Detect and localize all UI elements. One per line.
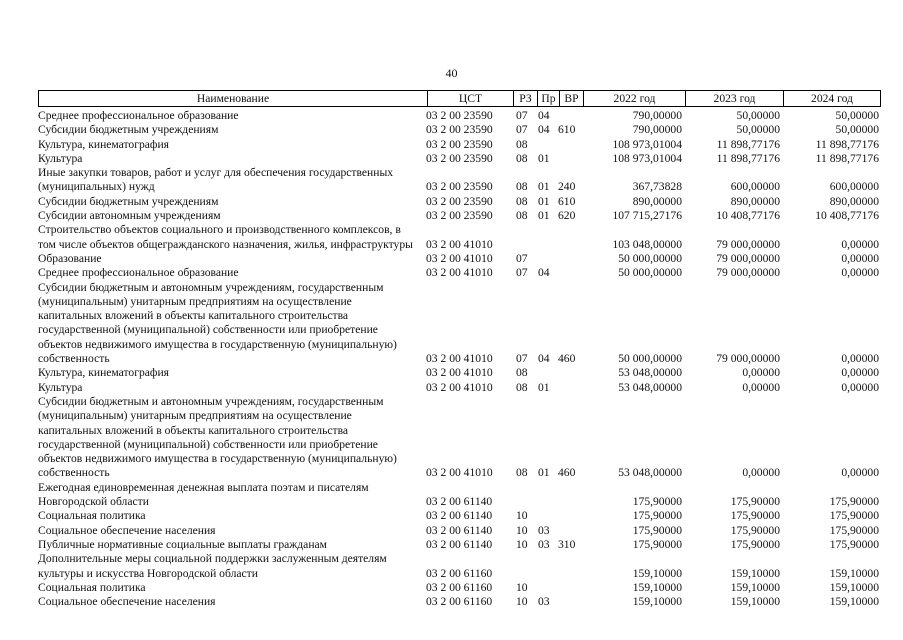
row-pr: 01 <box>538 380 550 394</box>
row-vr: 620 <box>558 209 576 223</box>
row-value-2023: 175,90000 <box>730 523 780 537</box>
table-row <box>38 366 881 380</box>
row-value-2022: 53 048,00000 <box>618 380 682 394</box>
row-rz: 08 <box>516 180 528 194</box>
row-value-2022: 175,90000 <box>632 509 682 523</box>
row-name: Социальное обеспечение населения <box>38 523 216 537</box>
row-cst: 03 2 00 41010 <box>426 251 493 265</box>
row-pr: 03 <box>538 537 550 551</box>
row-value-2023: 175,90000 <box>730 537 780 551</box>
row-value-2023: 0,00000 <box>742 466 780 480</box>
row-value-2023: 10 408,77176 <box>716 209 780 223</box>
row-value-2022: 790,00000 <box>632 109 682 122</box>
row-value-2023: 890,00000 <box>730 194 780 208</box>
row-value-2024: 50,00000 <box>835 123 879 137</box>
row-cst: 03 2 00 23590 <box>426 180 493 194</box>
row-name: Субсидии автономным учреждениям <box>38 209 221 223</box>
table-row <box>38 524 881 538</box>
row-name: Культура, кинематография <box>38 366 169 380</box>
row-cst: 03 2 00 41010 <box>426 466 493 480</box>
row-value-2024: 10 408,77176 <box>815 209 879 223</box>
row-value-2024: 0,00000 <box>841 237 879 251</box>
row-cst: 03 2 00 23590 <box>426 123 493 137</box>
row-name: Субсидии бюджетным и автономным учреждениям, государственным (муниципальным) унитарным предприятиям на осуществление капитальных вложений в объекты капитального строительства государственной (муниципальной) собственности или приобретение объектов недвижимого имущества в государственную (муниципальную) собственность <box>38 280 397 366</box>
row-rz: 07 <box>516 109 528 122</box>
row-rz: 08 <box>516 209 528 223</box>
row-cst: 03 2 00 41010 <box>426 352 493 366</box>
row-name: Строительство объектов социального и производственного комплексов, в том числе объектов общегражданского назначения, жилья, инфраструктуры <box>38 223 413 251</box>
row-name: Культура <box>38 380 83 394</box>
table-row <box>38 481 881 510</box>
row-cst: 03 2 00 23590 <box>426 109 493 122</box>
row-value-2022: 890,00000 <box>632 194 682 208</box>
row-value-2023: 11 898,77176 <box>716 137 780 151</box>
table-row <box>38 195 881 209</box>
header-vr: ВР <box>559 91 583 106</box>
row-vr: 460 <box>558 466 576 480</box>
row-pr: 01 <box>538 180 550 194</box>
header-2022: 2022 год <box>583 91 685 106</box>
row-name: Социальная политика <box>38 580 146 594</box>
row-value-2023: 159,10000 <box>730 595 780 609</box>
header-pr: Пр <box>537 91 559 106</box>
row-value-2022: 159,10000 <box>632 580 682 594</box>
row-value-2024: 0,00000 <box>841 352 879 366</box>
row-vr: 240 <box>558 180 576 194</box>
table-row <box>38 209 881 223</box>
row-value-2024: 159,10000 <box>829 595 879 609</box>
table-row <box>38 152 881 166</box>
row-cst: 03 2 00 41010 <box>426 366 493 380</box>
row-value-2024: 159,10000 <box>829 580 879 594</box>
row-pr: 01 <box>538 151 550 165</box>
row-rz: 07 <box>516 266 528 280</box>
row-name: Среднее профессиональное образование <box>38 109 239 122</box>
row-value-2023: 600,00000 <box>730 180 780 194</box>
row-value-2024: 159,10000 <box>829 566 879 580</box>
row-value-2024: 50,00000 <box>835 109 879 122</box>
row-cst: 03 2 00 23590 <box>426 137 493 151</box>
row-cst: 03 2 00 61140 <box>426 523 493 537</box>
row-rz: 10 <box>516 537 528 551</box>
row-value-2023: 11 898,77176 <box>716 151 780 165</box>
row-cst: 03 2 00 61140 <box>426 495 493 509</box>
table-row <box>38 381 881 395</box>
row-value-2023: 175,90000 <box>730 495 780 509</box>
row-name: Образование <box>38 251 102 265</box>
row-vr: 460 <box>558 352 576 366</box>
row-rz: 08 <box>516 137 528 151</box>
row-rz: 07 <box>516 123 528 137</box>
row-value-2024: 0,00000 <box>841 251 879 265</box>
row-name: Культура, кинематография <box>38 137 169 151</box>
row-value-2023: 159,10000 <box>730 580 780 594</box>
row-value-2022: 108 973,01004 <box>612 137 682 151</box>
row-value-2024: 11 898,77176 <box>815 151 879 165</box>
row-value-2023: 79 000,00000 <box>716 352 780 366</box>
row-cst: 03 2 00 23590 <box>426 151 493 165</box>
row-value-2024: 890,00000 <box>829 194 879 208</box>
row-value-2022: 159,10000 <box>632 566 682 580</box>
row-value-2024: 0,00000 <box>841 466 879 480</box>
row-value-2022: 175,90000 <box>632 537 682 551</box>
row-cst: 03 2 00 61160 <box>426 580 493 594</box>
row-value-2023: 0,00000 <box>742 380 780 394</box>
row-rz: 08 <box>516 466 528 480</box>
row-value-2024: 600,00000 <box>829 180 879 194</box>
row-cst: 03 2 00 41010 <box>426 266 493 280</box>
table-row <box>38 138 881 152</box>
table-row <box>38 252 881 266</box>
row-pr: 01 <box>538 194 550 208</box>
row-cst: 03 2 00 23590 <box>426 194 493 208</box>
row-value-2022: 175,90000 <box>632 495 682 509</box>
header-name: Наименование <box>196 92 270 105</box>
header-2024: 2024 год <box>783 91 880 106</box>
row-vr: 310 <box>558 537 576 551</box>
row-name: Социальная политика <box>38 509 146 523</box>
row-value-2024: 0,00000 <box>841 266 879 280</box>
row-pr: 04 <box>538 266 550 280</box>
row-pr: 01 <box>538 209 550 223</box>
row-value-2023: 79 000,00000 <box>716 237 780 251</box>
table-row <box>38 281 881 367</box>
row-cst: 03 2 00 61160 <box>426 595 493 609</box>
row-vr: 610 <box>558 123 576 137</box>
row-pr: 04 <box>538 109 550 122</box>
row-value-2022: 53 048,00000 <box>618 366 682 380</box>
row-rz: 08 <box>516 151 528 165</box>
row-pr: 03 <box>538 595 550 609</box>
row-name: Ежегодная единовременная денежная выплата поэтам и писателям Новгородской области <box>38 480 369 509</box>
row-value-2024: 175,90000 <box>829 495 879 509</box>
row-cst: 03 2 00 61140 <box>426 537 493 551</box>
row-cst: 03 2 00 23590 <box>426 209 493 223</box>
row-value-2023: 0,00000 <box>742 366 780 380</box>
row-rz: 10 <box>516 580 528 594</box>
table-row <box>38 595 881 609</box>
table-row <box>38 166 881 195</box>
row-rz: 10 <box>516 523 528 537</box>
table-body <box>38 109 881 609</box>
row-name: Культура <box>38 151 83 165</box>
row-rz: 08 <box>516 380 528 394</box>
table-row <box>38 538 881 552</box>
row-value-2024: 175,90000 <box>829 523 879 537</box>
row-value-2024: 175,90000 <box>829 509 879 523</box>
row-value-2022: 159,10000 <box>632 595 682 609</box>
row-value-2024: 175,90000 <box>829 537 879 551</box>
row-vr: 610 <box>558 194 576 208</box>
row-value-2022: 107 715,27176 <box>612 209 682 223</box>
row-cst: 03 2 00 61160 <box>426 566 493 580</box>
table-row <box>38 123 881 137</box>
row-value-2023: 175,90000 <box>730 509 780 523</box>
row-value-2023: 159,10000 <box>730 566 780 580</box>
row-value-2022: 50 000,00000 <box>618 266 682 280</box>
table-row <box>38 395 881 481</box>
row-pr: 04 <box>538 352 550 366</box>
row-value-2023: 50,00000 <box>736 109 780 122</box>
table-header <box>38 90 881 107</box>
row-cst: 03 2 00 41010 <box>426 237 493 251</box>
row-cst: 03 2 00 41010 <box>426 380 493 394</box>
row-pr: 04 <box>538 123 550 137</box>
row-rz: 07 <box>516 352 528 366</box>
row-name: Субсидии бюджетным учреждениям <box>38 123 219 137</box>
row-name: Среднее профессиональное образование <box>38 266 239 280</box>
table-row <box>38 223 881 252</box>
row-rz: 08 <box>516 366 528 380</box>
row-pr: 01 <box>538 466 550 480</box>
row-name: Иные закупки товаров, работ и услуг для обеспечения государственных (муниципальных) нужд <box>38 166 394 194</box>
row-name: Субсидии бюджетным и автономным учреждениям, государственным (муниципальным) унитарным предприятиям на осуществление капитальных вложений в объекты капитального строительства государственной (муниципальной) собственности или приобретение объектов недвижимого имущества в государственную (муниципальную) собственность <box>38 394 397 480</box>
table-row <box>38 266 881 280</box>
table-row <box>38 581 881 595</box>
header-rz: РЗ <box>513 91 537 106</box>
row-rz: 10 <box>516 509 528 523</box>
row-rz: 07 <box>516 251 528 265</box>
row-value-2024: 0,00000 <box>841 366 879 380</box>
row-pr: 03 <box>538 523 550 537</box>
row-value-2024: 0,00000 <box>841 380 879 394</box>
row-name: Субсидии бюджетным учреждениям <box>38 194 219 208</box>
row-name: Социальное обеспечение населения <box>38 595 216 609</box>
page-number: 40 <box>445 66 458 80</box>
header-2023: 2023 год <box>685 91 783 106</box>
row-rz: 08 <box>516 194 528 208</box>
row-value-2023: 79 000,00000 <box>716 251 780 265</box>
row-value-2022: 790,00000 <box>632 123 682 137</box>
row-name: Дополнительные меры социальной поддержки заслуженным деятелям культуры и искусства Новгородской области <box>38 552 387 580</box>
row-value-2022: 50 000,00000 <box>618 352 682 366</box>
header-cst: ЦСТ <box>427 91 513 106</box>
row-value-2023: 50,00000 <box>736 123 780 137</box>
row-value-2022: 50 000,00000 <box>618 251 682 265</box>
row-cst: 03 2 00 61140 <box>426 509 493 523</box>
row-value-2023: 79 000,00000 <box>716 266 780 280</box>
table-row <box>38 109 881 123</box>
row-value-2022: 103 048,00000 <box>612 237 682 251</box>
row-value-2024: 11 898,77176 <box>815 137 879 151</box>
row-value-2022: 175,90000 <box>632 523 682 537</box>
table-row <box>38 552 881 581</box>
row-rz: 10 <box>516 595 528 609</box>
row-value-2022: 108 973,01004 <box>612 151 682 165</box>
table-row <box>38 509 881 523</box>
row-value-2022: 367,73828 <box>632 180 682 194</box>
row-value-2022: 53 048,00000 <box>618 466 682 480</box>
row-name: Публичные нормативные социальные выплаты гражданам <box>38 537 327 551</box>
